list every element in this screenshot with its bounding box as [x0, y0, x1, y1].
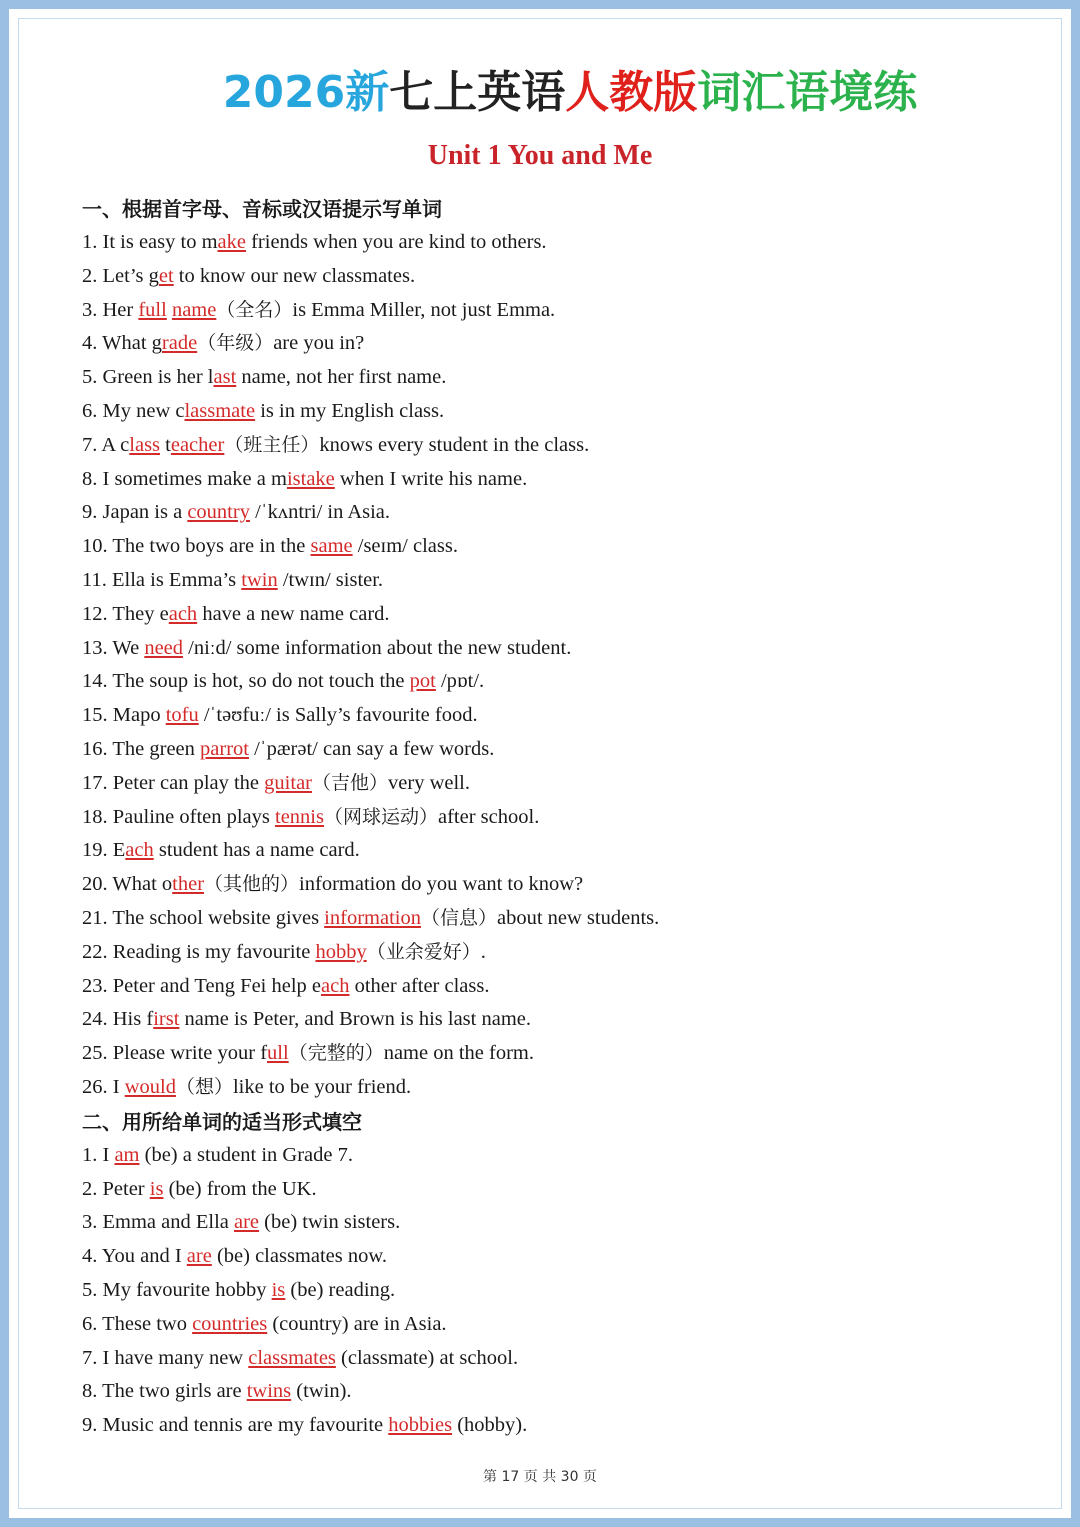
question-text: 7. A c	[82, 433, 130, 456]
exercise-item	[82, 1375, 1022, 1409]
exercise-item	[82, 970, 1022, 1004]
exercise-item	[82, 1037, 1022, 1071]
question-text: is in my English class.	[255, 399, 445, 422]
answer-text: ake	[217, 231, 246, 253]
question-text: /ˈkʌntri/ in Asia.	[249, 501, 391, 524]
question-text: 1. I	[82, 1143, 115, 1166]
question-text: (be) reading.	[285, 1278, 396, 1301]
question-text: 11. Ella is Emma’s	[82, 568, 242, 591]
exercise-item	[82, 530, 1022, 564]
question-text: 6. These two	[82, 1312, 193, 1335]
answer-text: would	[124, 1075, 176, 1098]
question-text: 12. They e	[82, 602, 169, 625]
answer-text: lass	[129, 433, 161, 456]
question-text: (be) classmates now.	[211, 1245, 387, 1268]
chinese-hint: （年级）	[197, 332, 274, 355]
question-text: 2. Peter	[82, 1177, 150, 1200]
question-text: 5. My favourite hobby	[82, 1278, 272, 1301]
exercise-item	[82, 699, 1022, 733]
question-text: (country) are in Asia.	[267, 1312, 447, 1335]
answer-text: pot	[409, 670, 436, 693]
question-text: other after class.	[349, 974, 490, 997]
question-text: (be) from the UK.	[163, 1177, 317, 1200]
answer-text: ach	[168, 602, 198, 625]
question-text: 26. I	[82, 1075, 125, 1098]
question-text: 2. Let’s g	[82, 264, 159, 287]
question-text: name is Peter, and Brown is his last name.	[179, 1008, 531, 1031]
chinese-hint: （其他的）	[204, 873, 300, 896]
question-text: 6. My new c	[82, 399, 185, 422]
exercise-item	[82, 632, 1022, 666]
answer-text: ach	[321, 974, 350, 997]
question-text: after school.	[438, 805, 540, 828]
answer-text: parrot	[200, 737, 249, 760]
exercise-item	[82, 226, 1022, 260]
answer-text: et	[158, 264, 174, 287]
exercise-item	[82, 1173, 1022, 1207]
exercise-item	[82, 1003, 1022, 1037]
question-text: 9. Japan is a	[82, 501, 188, 524]
exercise-item	[82, 463, 1022, 497]
question-text: are you in?	[273, 332, 365, 355]
exercise-item	[82, 1308, 1022, 1342]
exercise-item	[82, 496, 1022, 530]
question-text: 19. E	[82, 839, 126, 862]
question-text: 1. It is easy to m	[82, 231, 218, 253]
answer-text: information	[324, 906, 421, 929]
question-text: (be) twin sisters.	[259, 1211, 401, 1234]
question-text: information do you want to know?	[299, 873, 584, 896]
answer-text: are	[234, 1211, 260, 1234]
question-text: to know our new classmates.	[173, 264, 416, 287]
question-text: like to be your friend.	[232, 1075, 412, 1098]
title-edition: 人教版	[565, 67, 698, 118]
chinese-hint: （想）	[175, 1075, 233, 1098]
exercise-item	[82, 834, 1022, 868]
question-text: name on the form.	[383, 1042, 534, 1065]
question-text: 23. Peter and Teng Fei help e	[82, 974, 322, 997]
question-text: 24. His f	[82, 1008, 154, 1031]
question-text: 20. What o	[82, 873, 173, 896]
question-text: 13. We	[82, 636, 145, 659]
question-text: is Emma Miller, not just Emma.	[292, 298, 556, 321]
question-text: about new students.	[496, 906, 660, 929]
question-text: (twin).	[291, 1380, 352, 1403]
exercise-item	[82, 598, 1022, 632]
answer-text: need	[144, 636, 184, 659]
question-text: /ˈtəʊfuː/ is Sally’s favourite food.	[198, 704, 478, 727]
answer-text: ast	[213, 366, 237, 389]
exercise-item	[82, 767, 1022, 801]
question-text: 7. I have many new	[82, 1346, 249, 1369]
answer-text: irst	[153, 1008, 180, 1031]
question-text: student has a name card.	[153, 839, 360, 862]
question-text: 25. Please write your f	[82, 1042, 268, 1065]
answer-text: twin	[241, 568, 278, 591]
question-text: name, not her first name.	[236, 366, 447, 389]
exercise-item	[82, 936, 1022, 970]
question-text: 3. Emma and Ella	[82, 1211, 234, 1234]
section-2-list	[82, 1139, 1022, 1443]
title-year: 2026	[222, 67, 346, 118]
chinese-hint: （网球运动）	[323, 805, 438, 828]
exercise-item	[82, 1342, 1022, 1376]
question-text: 4. What g	[82, 332, 162, 355]
answer-text: am	[114, 1143, 140, 1166]
exercise-item	[82, 1206, 1022, 1240]
exercise-item	[82, 294, 1022, 328]
question-text: 22. Reading is my favourite	[82, 940, 316, 963]
question-text: 17. Peter can play the	[82, 771, 265, 794]
answer-text: same	[310, 535, 353, 558]
exercise-item	[82, 801, 1022, 835]
question-text: have a new name card.	[197, 602, 390, 625]
chinese-hint: （信息）	[420, 906, 497, 929]
question-text: 15. Mapo	[82, 704, 166, 727]
worksheet-content	[82, 192, 1022, 1443]
exercise-item	[82, 361, 1022, 395]
answer-text: is	[149, 1177, 164, 1200]
answer-text: ach	[125, 839, 154, 862]
question-text: 10. The two boys are in the	[82, 535, 311, 558]
answer-text: lassmate	[184, 399, 256, 422]
question-text: 8. I sometimes make a m	[82, 467, 287, 490]
answer-text: classmates	[248, 1346, 336, 1369]
exercise-item	[82, 260, 1022, 294]
question-text: /seɪm/ class.	[352, 535, 458, 558]
question-text: 5. Green is her l	[82, 366, 214, 389]
exercise-item	[82, 1274, 1022, 1308]
answer-text: ther	[172, 873, 205, 896]
question-text: (be) a student in Grade 7.	[139, 1143, 353, 1166]
exercise-item	[82, 1139, 1022, 1173]
exercise-item	[82, 1409, 1022, 1443]
answer-text: tofu	[165, 704, 199, 727]
exercise-item	[82, 1240, 1022, 1274]
exercise-item	[82, 395, 1022, 429]
answer-text: eacher	[170, 433, 225, 456]
question-text: .	[480, 940, 486, 963]
question-text: very well.	[388, 771, 470, 794]
title-exercise-type: 词汇语境练	[697, 67, 918, 118]
section-2-heading: 二、用所给单词的适当形式填空	[82, 1109, 362, 1134]
question-text: /niːd/ some information about the new student.	[183, 636, 572, 659]
chinese-hint: （完整的）	[288, 1042, 384, 1065]
chinese-hint: （业余爱好）	[366, 940, 481, 963]
chinese-hint: （班主任）	[224, 433, 320, 456]
page-title	[0, 56, 1080, 120]
question-text: /twɪn/ sister.	[277, 568, 384, 591]
answer-text: tennis	[275, 805, 324, 828]
title-new: 新	[345, 67, 390, 118]
answer-text: guitar	[264, 771, 312, 794]
exercise-item	[82, 868, 1022, 902]
exercise-item	[82, 564, 1022, 598]
question-text: 16. The green	[82, 737, 201, 760]
question-text: (classmate) at school.	[335, 1346, 519, 1369]
question-text: /pɒt/.	[435, 670, 485, 693]
question-text: /ˈpærət/ can say a few words.	[248, 737, 495, 760]
answer-text: rade	[161, 332, 198, 355]
question-text: 8. The two girls are	[82, 1380, 247, 1403]
question-text: 18. Pauline often plays	[82, 805, 276, 828]
section-1-heading: 一、根据首字母、音标或汉语提示写单词	[82, 197, 442, 221]
question-text: 3. Her	[82, 298, 139, 321]
question-text: (hobby).	[452, 1414, 528, 1437]
answer-text: are	[186, 1245, 212, 1268]
exercise-item	[82, 327, 1022, 361]
answer-text: hobby	[315, 940, 367, 963]
answer-text: twins	[246, 1380, 292, 1403]
exercise-item	[82, 665, 1022, 699]
exercise-item	[82, 902, 1022, 936]
question-text: knows every student in the class.	[319, 433, 590, 456]
answer-text: ull	[267, 1042, 289, 1065]
answer-text: istake	[286, 467, 335, 490]
question-text: when I write his name.	[334, 467, 528, 490]
exercise-item	[82, 1071, 1022, 1105]
answer-text: is	[271, 1278, 286, 1301]
answer-text: name	[171, 298, 217, 321]
question-text: 14. The soup is hot, so do not touch the	[82, 670, 410, 693]
question-text: 4. You and I	[82, 1245, 187, 1268]
answer-text: country	[187, 501, 250, 524]
page-number-footer: 第 17 页 共 30 页	[483, 1469, 597, 1485]
question-text: friends when you are kind to others.	[245, 231, 547, 253]
question-text: 9. Music and tennis are my favourite	[82, 1414, 389, 1437]
answer-text: full	[138, 298, 167, 321]
exercise-item	[82, 733, 1022, 767]
chinese-hint: （全名）	[216, 298, 293, 321]
title-grade-subject: 七上英语	[389, 67, 566, 118]
section-1-list	[82, 226, 1022, 1105]
unit-title: Unit 1 You and Me	[427, 140, 653, 171]
answer-text: hobbies	[388, 1414, 453, 1437]
answer-text: countries	[192, 1312, 268, 1335]
chinese-hint: （吉他）	[312, 771, 389, 794]
exercise-item	[82, 429, 1022, 463]
question-text: 21. The school website gives	[82, 906, 325, 929]
question-text: t	[160, 433, 171, 456]
